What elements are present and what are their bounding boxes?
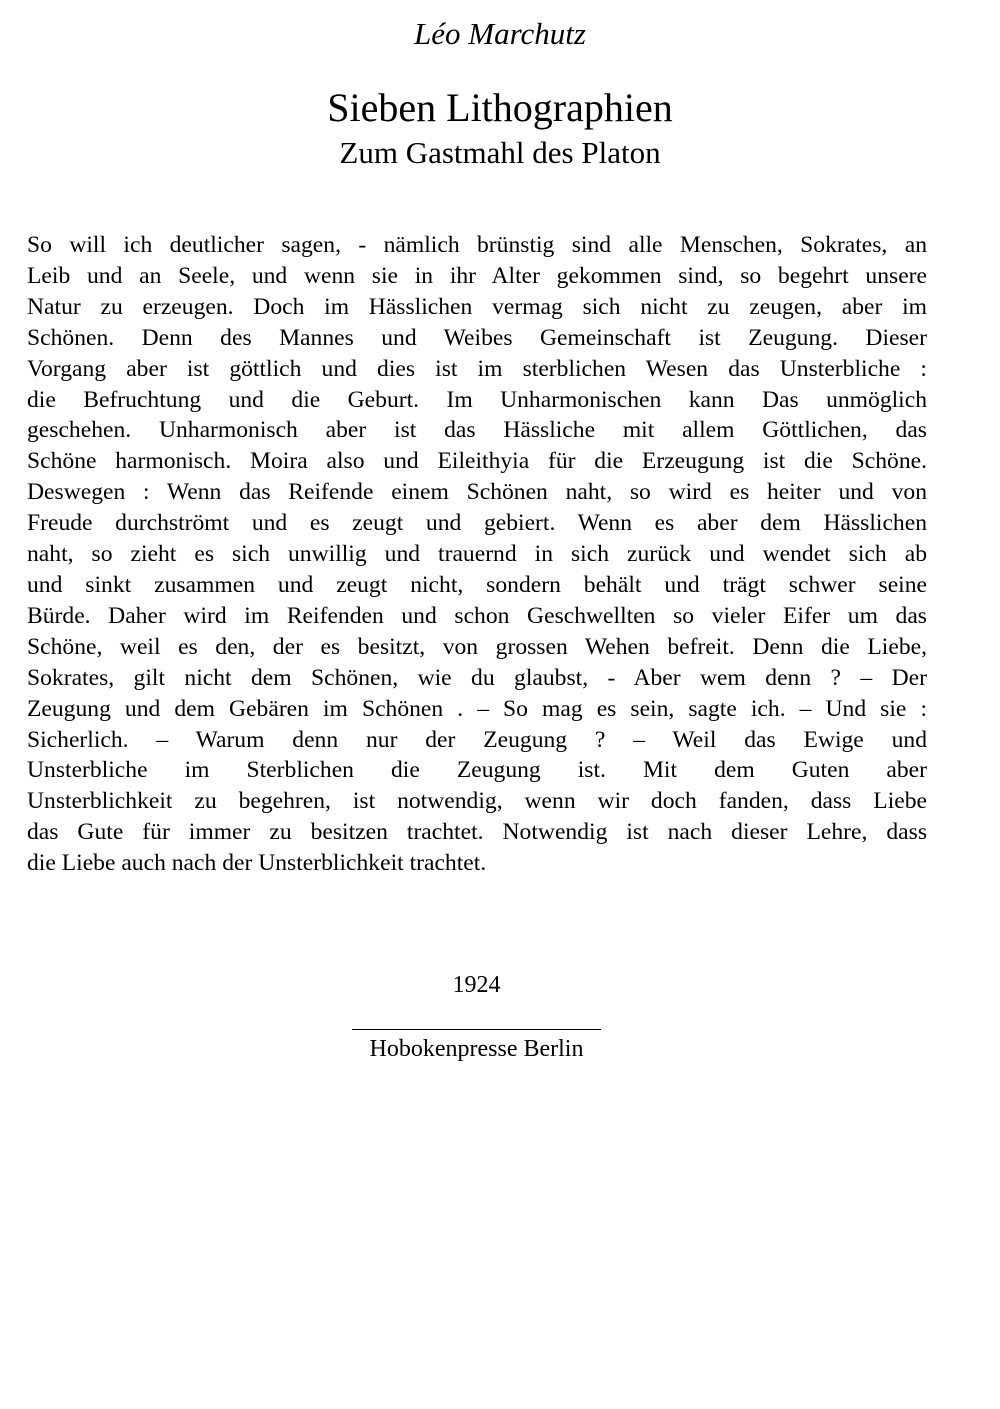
text-line: die Befruchtung und die Geburt. Im Unharmonischen kann Das unmöglich [27, 386, 927, 413]
text-line: die Liebe auch nach der Unsterblichkeit trachtet. [27, 850, 487, 877]
text-line: Schöne harmonisch. Moira also und Eileithyia für die Erzeugung ist die Schöne. [27, 448, 927, 475]
text-line: das Gute für immer zu besitzen trachtet. Notwendig ist nach dieser Lehre, dass [27, 819, 927, 846]
author-name: Léo Marchutz [414, 16, 586, 51]
divider-rule [352, 1029, 601, 1030]
text-line: Vorgang aber ist göttlich und dies ist im sterblichen Wesen das Unsterbliche : [27, 355, 927, 382]
text-line: Zeugung und dem Gebären im Schönen . – So mag es sein, sagte ich. – Und sie : [27, 695, 927, 722]
text-line: und sinkt zusammen und zeugt nicht, sondern behält und trägt schwer seine [27, 571, 927, 598]
text-line: Freude durchströmt und es zeugt und gebiert. Wenn es aber dem Hässlichen [27, 510, 927, 537]
body-paragraph [27, 230, 927, 879]
publication-year: 1924 [452, 972, 501, 998]
text-line: So will ich deutlicher sagen, - nämlich brünstig sind alle Menschen, Sokrates, an [27, 232, 927, 258]
text-line: Deswegen : Wenn das Reifende einem Schönen naht, so wird es heiter und von [27, 479, 927, 506]
text-line: Natur zu erzeugen. Doch im Hässlichen vermag sich nicht zu zeugen, aber im [27, 293, 927, 320]
text-line: Schönen. Denn des Mannes und Weibes Gemeinschaft ist Zeugung. Dieser [27, 324, 927, 351]
text-line: naht, so zieht es sich unwillig und trauernd in sich zurück und wendet sich ab [27, 541, 927, 568]
text-line: geschehen. Unharmonisch aber ist das Hässliche mit allem Göttlichen, das [27, 417, 927, 444]
text-line: Sicherlich. – Warum denn nur der Zeugung ? – Weil das Ewige und [27, 726, 927, 753]
text-line: Schöne, weil es den, der es besitzt, von grossen Wehen befreit. Denn die Liebe, [27, 633, 927, 660]
text-line: Unsterblichkeit zu begehren, ist notwendig, wenn wir doch fanden, dass Liebe [27, 788, 927, 815]
publisher-name: Hobokenpresse Berlin [369, 1036, 584, 1062]
text-line: Bürde. Daher wird im Reifenden und schon Geschwellten so vieler Eifer um das [27, 602, 927, 629]
text-line: Sokrates, gilt nicht dem Schönen, wie du glaubst, - Aber wem denn ? – Der [27, 664, 927, 691]
text-line: Unsterbliche im Sterblichen die Zeugung ist. Mit dem Guten aber [27, 757, 927, 784]
text-line: Leib und an Seele, und wenn sie in ihr Alter gekommen sind, so begehrt unsere [27, 262, 927, 289]
document-title: Sieben Lithographien [327, 85, 673, 130]
document-subtitle: Zum Gastmahl des Platon [339, 135, 661, 170]
